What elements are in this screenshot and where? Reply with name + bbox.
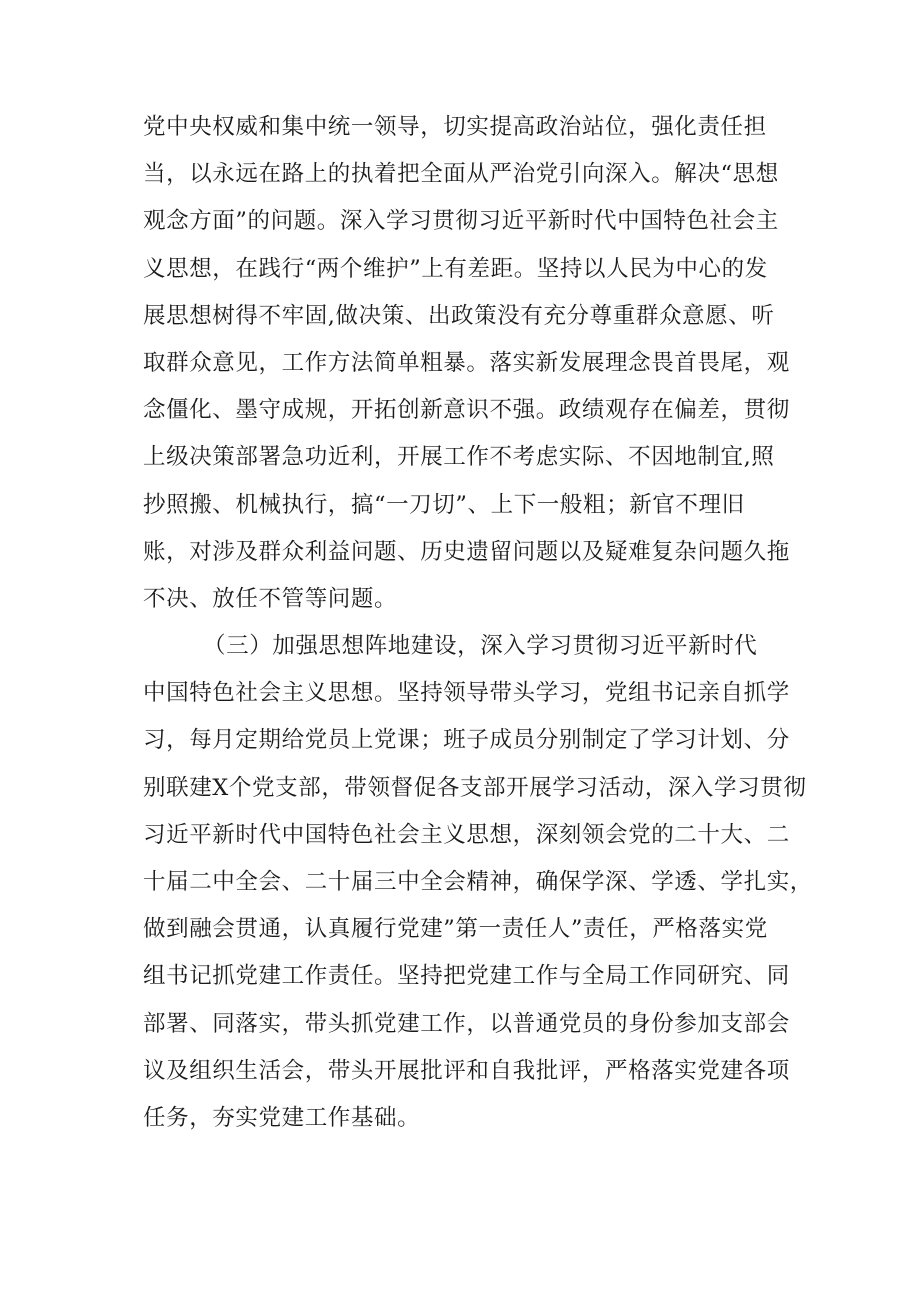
text-line: 任务，夯实党建工作基础。 [143, 1104, 421, 1131]
text-line: 议及组织生活会，带头开展批评和自我批评，严格落实党建各项 [143, 1057, 790, 1084]
text-line: 上级决策部署急功近利，开展工作不考虑实际、不因地制宜,照 [143, 444, 775, 471]
document-body [143, 104, 813, 1142]
text-line: 取群众意见，工作方法简单粗暴。落实新发展理念畏首畏尾，观 [143, 349, 790, 376]
text-line: 观念方面”的问题。深入学习贯彻习近平新时代中国特色社会主 [143, 208, 779, 235]
text-line: 当，以永远在路上的执着把全面从严治党引向深入。解决“思想 [143, 161, 779, 188]
text-line: 账，对涉及群众利益问题、历史遗留问题以及疑难复杂问题久拖 [143, 538, 790, 565]
text-line: 中国特色社会主义思想。坚持领导带头学习，党组书记亲自抓学 [143, 680, 790, 707]
text-line: 不决、放任不管等问题。 [143, 585, 398, 612]
text-line: 别联建X个党支部，带领督促各支部开展学习活动，深入学习贯彻 [143, 774, 807, 801]
text-line: 做到融会贯通，认真履行党建”第一责任人”责任，严格落实党 [143, 916, 768, 943]
text-line: 义思想，在践行“两个维护”上有差距。坚持以人民为中心的发 [143, 255, 768, 282]
text-line: 组书记抓党建工作责任。坚持把党建工作与全局工作同研究、同 [143, 963, 790, 990]
text-line: 念僵化、墨守成规，开拓创新意识不强。政绩观存在偏差，贯彻 [143, 397, 790, 424]
text-line: 习，每月定期给党员上党课；班子成员分别制定了学习计划、分 [143, 727, 790, 754]
text-line: 抄照搬、机械执行，搞“一刀切”、上下一般粗；新官不理旧 [143, 491, 745, 518]
text-line: 十届二中全会、二十届三中全会精神，确保学深、学透、学扎实， [143, 869, 813, 895]
section-heading-line: （三）加强思想阵地建设，深入学习贯彻习近平新时代 [203, 633, 758, 660]
text-line: 习近平新时代中国特色社会主义思想，深刻领会党的二十大、二 [143, 821, 790, 848]
text-line: 展思想树得不牢固,做决策、出政策没有充分尊重群众意愿、听 [143, 302, 775, 329]
text-line: 部署、同落实，带头抓党建工作，以普通党员的身份参加支部会 [143, 1010, 790, 1037]
text-line: 党中央权威和集中统一领导，切实提高政治站位，强化责任担 [143, 114, 767, 140]
